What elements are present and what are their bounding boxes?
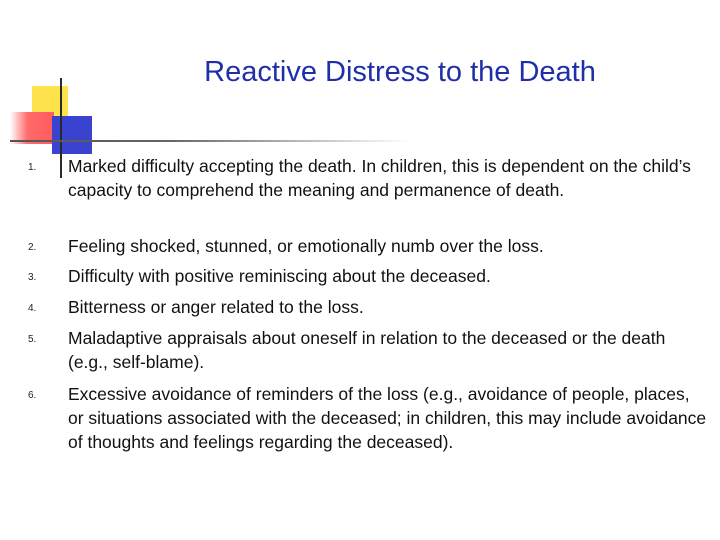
list-item-text: Difficulty with positive reminiscing about the deceased. — [68, 266, 491, 286]
list-item-number: 2. — [28, 242, 37, 253]
list-item-text: Bitterness or anger related to the loss. — [68, 297, 364, 317]
title-underline — [10, 140, 410, 142]
list-item-text: Feeling shocked, stunned, or emotionally numb over the loss. — [68, 236, 544, 256]
list-item-number: 1. — [28, 162, 37, 173]
decorative-blue-square — [52, 116, 92, 154]
decorative-vertical-line — [60, 78, 62, 178]
slide-title: Reactive Distress to the Death — [204, 56, 596, 88]
list-item-number: 3. — [28, 272, 37, 283]
list-item-number: 4. — [28, 303, 37, 314]
list-item-text: Excessive avoidance of reminders of the loss (e.g., avoidance of people, places, or situations associated with the deceased; in children, this may include avoidance of thoughts and feelings regarding the deceased). — [68, 384, 707, 452]
list-item-number: 6. — [28, 390, 37, 401]
list-item-text: Marked difficulty accepting the death. In children, this is dependent on the child’s capacity to comprehend the meaning and permanence of death. — [68, 156, 691, 200]
list-item-text: Maladaptive appraisals about oneself in relation to the deceased or the death (e.g., self-blame). — [68, 328, 666, 372]
list-item-number: 5. — [28, 334, 37, 345]
